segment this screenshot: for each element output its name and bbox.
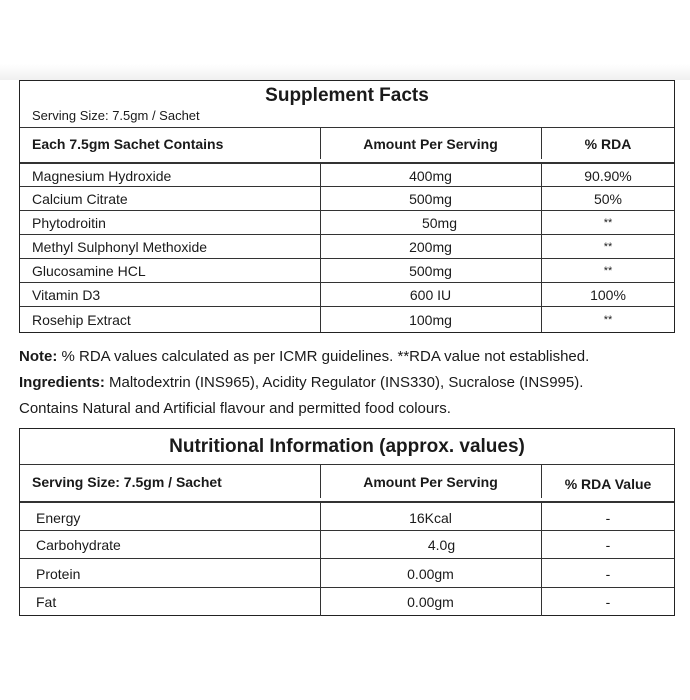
table-row: [20, 162, 674, 188]
ingredient-name: Vitamin D3: [32, 287, 101, 303]
table-row: [20, 306, 674, 332]
table-row: [20, 186, 674, 211]
ingredient-name: Methyl Sulphonyl Methoxide: [32, 239, 208, 255]
supplement-facts-table: [19, 80, 675, 333]
nutrition-title: Nutritional Information (approx. values): [169, 436, 525, 457]
table-row: [20, 282, 674, 307]
top-shade: [0, 0, 690, 80]
nutrient-amount: 4.0g: [427, 537, 456, 553]
ingredient-rda: 50%: [593, 191, 623, 207]
nutrient-amount: 16Kcal: [409, 509, 452, 526]
note-label: Note:: [19, 348, 58, 365]
ingredient-name: Calcium Citrate: [32, 191, 128, 207]
table-row: [20, 558, 674, 588]
table-row: [20, 234, 674, 259]
nutrient-rda: -: [605, 509, 611, 526]
table-row: [20, 587, 674, 616]
supplement-header-rda: % RDA: [584, 135, 632, 152]
table-row: [20, 258, 674, 283]
table-row: [20, 530, 674, 559]
contains-line: Contains Natural and Artificial flavour and permitted food colours.: [19, 400, 451, 417]
nutrient-name: Protein: [36, 565, 81, 582]
ingredient-rda: 90.90%: [584, 168, 632, 184]
nutrient-name: Energy: [36, 509, 81, 526]
ingredients-text: Maltodextrin (INS965), Acidity Regulator (INS330), Sucralose (INS995).: [104, 374, 584, 391]
ingredient-amount: 500mg: [409, 263, 452, 279]
note-line: [19, 344, 679, 370]
ingredient-amount: 400mg: [409, 168, 452, 184]
nutrient-rda: -: [605, 565, 611, 582]
nutrient-rda: -: [605, 537, 611, 553]
supplement-header-row: [20, 127, 674, 159]
notes-section: [19, 344, 679, 422]
ingredient-rda: **: [603, 265, 613, 277]
nutrient-name: Fat: [36, 594, 57, 610]
ingredient-rda: **: [603, 313, 613, 326]
table-row: [20, 501, 674, 532]
ingredients-line: [19, 370, 679, 396]
ingredient-rda: 100%: [590, 287, 626, 303]
nutrition-header-amount: Amount Per Serving: [363, 473, 498, 490]
ingredient-amount: 100mg: [409, 311, 452, 328]
ingredient-amount: 200mg: [409, 239, 452, 255]
ingredient-amount: 500mg: [409, 191, 452, 207]
ingredient-rda: **: [603, 217, 613, 229]
ingredient-amount: 50mg: [421, 215, 458, 231]
note-text: % RDA values calculated as per ICMR guidelines. **RDA value not established.: [57, 348, 590, 365]
nutrition-header-row: [20, 464, 674, 498]
ingredient-amount: 600 IU: [409, 287, 452, 303]
ingredient-rda: **: [603, 241, 613, 253]
nutrition-header-rda: % RDA Value: [564, 475, 652, 492]
supplement-header-amount: Amount Per Serving: [363, 135, 498, 152]
ingredient-name: Magnesium Hydroxide: [32, 168, 172, 184]
table-row: [20, 210, 674, 235]
supplement-serving-size: Serving Size: 7.5gm / Sachet: [32, 107, 200, 123]
nutrition-header-serving: Serving Size: 7.5gm / Sachet: [32, 473, 222, 490]
ingredients-label: Ingredients:: [19, 374, 105, 391]
nutrient-amount: 0.00gm: [407, 565, 454, 582]
nutrient-amount: 0.00gm: [407, 594, 454, 610]
nutrient-rda: -: [605, 594, 611, 610]
ingredient-name: Rosehip Extract: [32, 311, 131, 328]
supplement-header-ingredient: Each 7.5gm Sachet Contains: [32, 135, 224, 152]
ingredient-name: Phytodroitin: [32, 215, 106, 231]
nutrition-info-table: [19, 428, 675, 616]
supplement-facts-title: Supplement Facts: [265, 85, 429, 106]
ingredient-name: Glucosamine HCL: [32, 263, 146, 279]
nutrient-name: Carbohydrate: [36, 537, 121, 553]
